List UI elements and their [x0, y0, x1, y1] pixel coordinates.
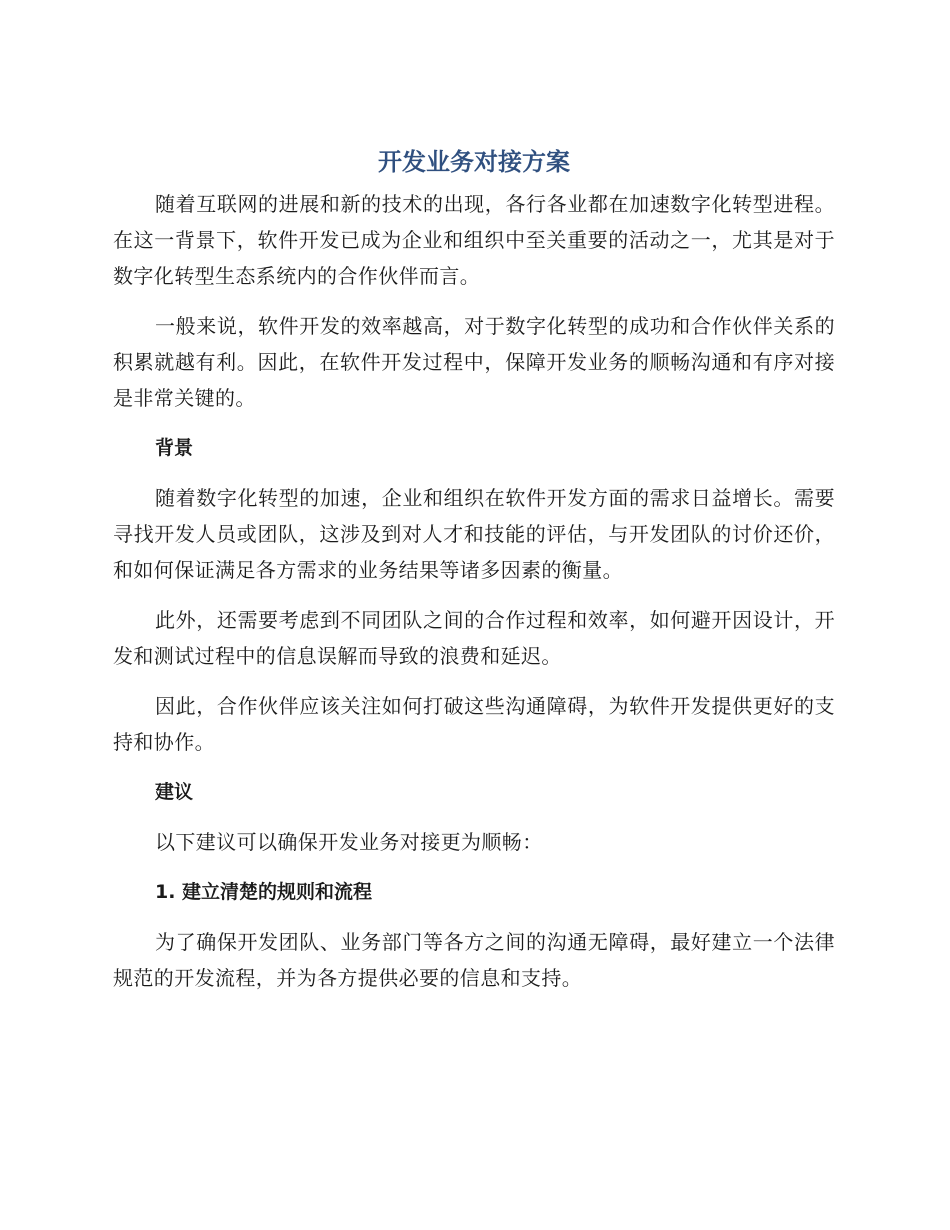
- background-paragraph: 随着数字化转型的加速，企业和组织在软件开发方面的需求日益增长。需要寻找开发人员或团队，这涉及到对人才和技能的评估，与开发团队的讨价还价，和如何保证满足各方需求的业务结果等诸多因素的衡量。: [113, 486, 835, 582]
- background-paragraph: 因此，合作伙伴应该关注如何打破这些沟通障碍，为软件开发提供更好的支持和协作。: [113, 694, 835, 754]
- section-heading-background: 背景: [155, 437, 194, 459]
- document-title: 开发业务对接方案: [378, 148, 570, 176]
- document-body: [113, 144, 835, 1010]
- intro-paragraph: 一般来说，软件开发的效率越高，对于数字化转型的成功和合作伙伴关系的积累就越有利。因此，在软件开发过程中，保障开发业务的顺畅沟通和有序对接是非常关键的。: [113, 314, 835, 410]
- suggestions-intro: 以下建议可以确保开发业务对接更为顺畅：: [155, 830, 543, 854]
- suggestion-item-heading: 1. 建立清楚的规则和流程: [155, 881, 373, 903]
- intro-paragraph: 随着互联网的进展和新的技术的出现，各行各业都在加速数字化转型进程。在这一背景下，软件开发已成为企业和组织中至关重要的活动之一，尤其是对于数字化转型生态系统内的合作伙伴而言。: [113, 192, 835, 288]
- background-paragraph: 此外，还需要考虑到不同团队之间的合作过程和效率，如何避开因设计，开发和测试过程中的信息误解而导致的浪费和延迟。: [113, 608, 835, 668]
- suggestion-item-text: 为了确保开发团队、业务部门等各方之间的沟通无障碍，最好建立一个法律规范的开发流程，并为各方提供必要的信息和支持。: [113, 930, 835, 990]
- section-heading-suggestions: 建议: [155, 781, 194, 803]
